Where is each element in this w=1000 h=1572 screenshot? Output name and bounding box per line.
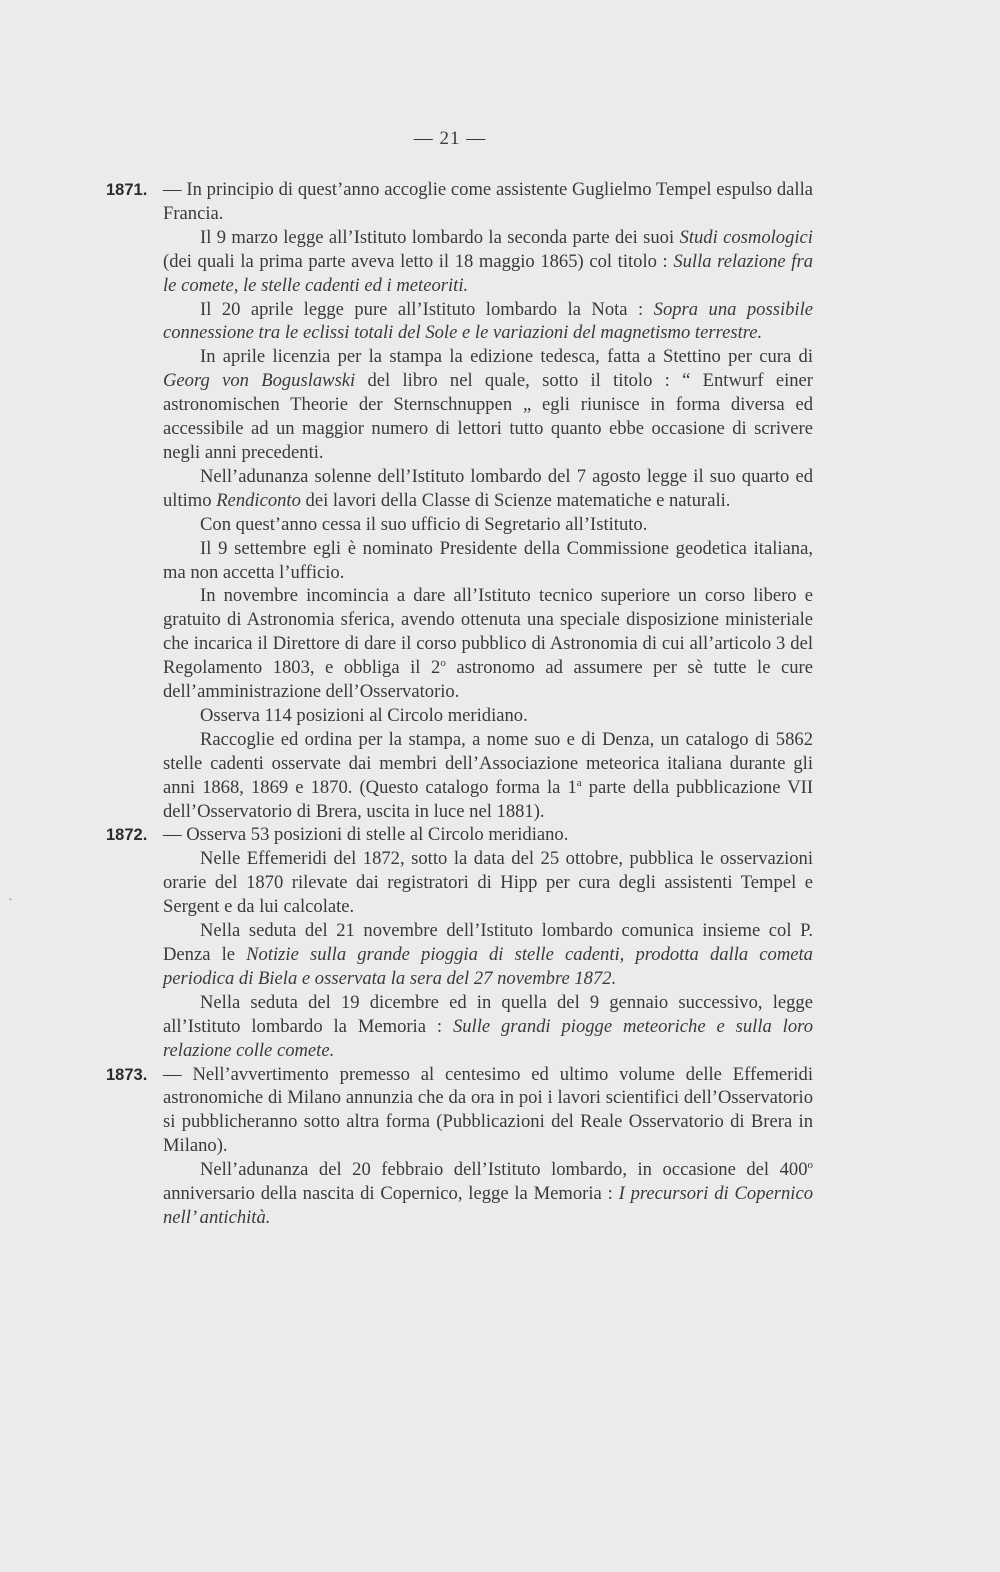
paragraph-rendiconto: Nell’adunanza solenne dell’Istituto lombardo del 7 agosto legge il suo quarto ed ultimo Rendiconto dei lavori della Classe di Scienze matematiche e naturali. bbox=[163, 465, 813, 511]
paragraph-posizioni-114: Osserva 114 posizioni al Circolo meridiano. bbox=[200, 704, 528, 726]
title-sulle-grandi-piogge: Sulle grandi piogge meteoriche e sulla loro relazione colle comete. bbox=[163, 1015, 813, 1061]
title-notizie-pioggia: Notizie sulla grande pioggia di stelle cadenti, prodotta dalla cometa periodica di Biela e osservata la sera del 27 novembre 1872. bbox=[163, 944, 813, 989]
paragraph-edizione-tedesca: In aprile licenzia per la stampa la edizione tedesca, fatta a Stettino per cura di Georg von Boguslawski del libro nel quale, sotto il titolo : “ Entwurf einer astronomischen Theorie der Sternschnuppen „ egli riunisce in forma diversa ed accessibile ad un maggior numero di lettori tutto quanto ebbe occasione di scrivere negli anni precedenti. bbox=[163, 346, 814, 463]
paragraph-catalogo-stelle: Raccoglie ed ordina per la stampa, a nome suo e di Denza, un catalogo di 5862 stelle cadenti osservate dai membri dell’Associazione meteorica italiana durante gli anni 1868, 1869 e 1870. (Questo catalogo forma la 1$^a$ parte della pubblicazione VII dell’Osservatorio di Brera, uscita in luce nel 1881). bbox=[163, 728, 814, 822]
paragraph-commissione-geodetica: Il 9 settembre egli è nominato Presidente della Commissione geodetica italiana, ma non accetta l’ufficio. bbox=[163, 537, 813, 583]
page-number: — 21 — bbox=[413, 128, 487, 149]
paragraph-piogge-meteoriche: Nella seduta del 19 dicembre ed in quella del 9 gennaio successivo, legge all’Istituto lombardo la Memoria : Sulle grandi piogge meteoriche e sulla loro relazione colle comete. bbox=[163, 991, 813, 1061]
paragraph-copernico: Nell’adunanza del 20 febbraio dell’Istituto lombardo, in occasione del 400$^o$ anniversario della nascita di Copernico, legge la Memoria : I precursori di Copernico nell’ antichità. bbox=[163, 1158, 813, 1228]
paragraph-nota-eclissi: Il 20 aprile legge pure all’Istituto lombardo la Nota : Sopra una possibile connessione tra le eclissi totali del Sole e le variazioni del magnetismo terrestre. bbox=[163, 298, 813, 344]
title-precursori-copernico: I precursori di Copernico nell’ antichità. bbox=[163, 1183, 813, 1228]
name-boguslawski: Georg von Boguslawski bbox=[163, 370, 356, 392]
year-label-1873: 1873. bbox=[106, 1065, 148, 1084]
title-sopra-una-possibile-connessione: Sopra una possibile connessione tra le eclissi totali del Sole e le variazioni del magnetismo terrestre. bbox=[163, 298, 813, 344]
paragraph-1871-intro: 1871. — In principio di quest’anno accoglie come assistente Guglielmo Tempel espulso dalla Francia. bbox=[106, 179, 813, 224]
paragraph-segretario: Con quest’anno cessa il suo ufficio di Segretario all’Istituto. bbox=[200, 513, 648, 535]
paragraph-corso-astronomia: In novembre incomincia a dare all’Istituto tecnico superiore un corso libero e gratuito di Astronomia sferica, avendo ottenuta una speciale disposizione ministeriale che incarica il Direttore di dare il corso pubblico di Astronomia di cui all’articolo 3 del Regolamento 1803, e obbliga il 2$^o$ astronomo ad assumere per sè tutte le cure dell’amministrazione dell’Osservatorio. bbox=[163, 585, 814, 703]
margin-mark: ` bbox=[8, 897, 13, 912]
paragraph-studi-cosmologici: Il 9 marzo legge all’Istituto lombardo la seconda parte dei suoi Studi cosmologici (dei quali la prima parte aveva letto il 18 maggio 1865) col titolo : Sulla relazione fra le comete, le stelle cadenti ed i meteoriti. bbox=[163, 226, 813, 296]
year-label-1871: 1871. bbox=[106, 181, 148, 199]
paragraph-1873-intro: 1873. — Nell’avvertimento premesso al centesimo ed ultimo volume delle Effemeridi astronomiche di Milano annunzia che da ora in poi i lavori scientifici dell’Osservatorio si pubblicheranno sotto altra forma (Pubblicazioni del Reale Osservatorio di Brera in Milano). bbox=[106, 1063, 813, 1157]
title-sulla-relazione: Sulla relazione fra le comete, le stelle cadenti ed i meteoriti. bbox=[163, 250, 813, 296]
paragraph-effemeridi-1872: Nelle Effemeridi del 1872, sotto la data del 25 ottobre, pubblica le osservazioni orarie del 1870 rilevate dai registratori di Hipp per cura degli assistenti Tempel e Sergent e da lui calcolate. bbox=[163, 848, 813, 918]
paragraph-1872-intro: 1872. — Osserva 53 posizioni di stelle al Circolo meridiano. bbox=[163, 823, 813, 847]
body-text bbox=[106, 178, 814, 1230]
title-studi-cosmologici: Studi cosmologici bbox=[679, 226, 813, 248]
title-rendiconto: Rendiconto bbox=[216, 489, 301, 511]
year-label-1872: 1872. bbox=[106, 826, 148, 845]
paragraph-pioggia-stelle: Nella seduta del 21 novembre dell’Istituto lombardo comunica insieme col P. Denza le Notizie sulla grande pioggia di stelle cadenti, prodotta dalla cometa periodica di Biela e osservata la sera del 27 novembre 1872. bbox=[163, 920, 813, 989]
